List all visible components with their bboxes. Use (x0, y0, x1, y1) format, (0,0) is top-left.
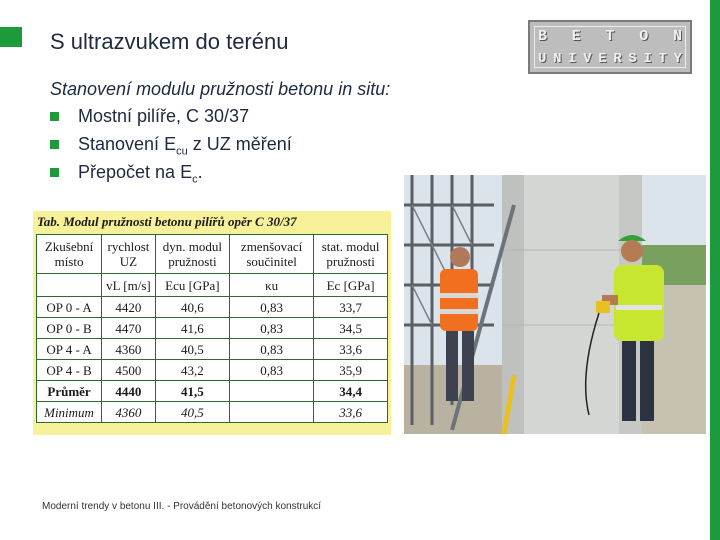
table-cell: Průměr (37, 381, 102, 402)
table-cell: 4420 (102, 297, 156, 318)
table-cell: 35,9 (314, 360, 388, 381)
site-photo (404, 175, 706, 434)
table-header-cell: zmenšovací součinitel (229, 235, 313, 274)
slide-title: S ultrazvukem do terénu (50, 29, 289, 54)
table-row (37, 360, 388, 381)
table-cell: OP 4 - A (37, 339, 102, 360)
modulus-table (36, 234, 388, 423)
table-unit-cell: κu (229, 274, 313, 297)
table-cell: 0,83 (229, 318, 313, 339)
table-unit-cell: Ec [GPa] (314, 274, 388, 297)
table-header-cell: stat. modul pružnosti (314, 235, 388, 274)
bullet-item: Přepočet na $E_c$. (50, 160, 292, 188)
table-cell: 34,5 (314, 318, 388, 339)
table-row (37, 339, 388, 360)
table-unit-cell: Ecu [GPa] (155, 274, 229, 297)
table-cell: 4470 (102, 318, 156, 339)
table-units-row (37, 274, 388, 297)
table-row (37, 318, 388, 339)
table-cell: Minimum (37, 402, 102, 423)
bullet-item: Mostní pilíře, C 30/37 (50, 104, 292, 132)
logo-letter: S (628, 51, 637, 67)
beton-university-logo (528, 20, 692, 74)
table-cell: 40,6 (155, 297, 229, 318)
logo-line-1: B E T O N (538, 28, 682, 45)
table-cell: OP 0 - B (37, 318, 102, 339)
table-row (37, 297, 388, 318)
table-cell: OP 4 - B (37, 360, 102, 381)
bullet-square-icon (50, 140, 59, 149)
table-cell: 43,2 (155, 360, 229, 381)
table-row-average (37, 381, 388, 402)
table-unit-cell: vL [m/s] (102, 274, 156, 297)
logo-letter: I (568, 51, 577, 67)
table-caption: Tab. Modul pružnosti betonu pilířů opěr C 30/37 (37, 214, 297, 229)
table-cell: 33,6 (314, 339, 388, 360)
accent-square (0, 27, 22, 47)
logo-line-2 (538, 51, 682, 67)
logo-letter: R (613, 51, 622, 67)
table-cell: 4360 (102, 339, 156, 360)
table-header-cell: dyn. modul pružnosti (155, 235, 229, 274)
logo-letter: Y (673, 51, 682, 67)
bullet-item: Stanovení $E_{cu}$ z UZ měření (50, 132, 292, 160)
logo-letter: E (598, 51, 607, 67)
table-cell (229, 402, 313, 423)
table-cell: 41,6 (155, 318, 229, 339)
table-cell: 0,83 (229, 297, 313, 318)
slide-subtitle: Stanovení modulu pružnosti betonu in situ: (50, 79, 391, 99)
table-header-cell: rychlost UZ (102, 235, 156, 274)
table-cell: 4500 (102, 360, 156, 381)
site-photo-illustration (404, 175, 706, 434)
table-cell: 40,5 (155, 339, 229, 360)
table-cell: 41,5 (155, 381, 229, 402)
table-row-minimum (37, 402, 388, 423)
table-cell (229, 381, 313, 402)
table-header-cell: Zkušební místo (37, 235, 102, 274)
table-cell: 0,83 (229, 339, 313, 360)
logo-letter: U (538, 51, 547, 67)
logo-letter: V (583, 51, 592, 67)
table-cell: 40,5 (155, 402, 229, 423)
table-cell: 33,7 (314, 297, 388, 318)
table-unit-cell (37, 274, 102, 297)
logo-letter: I (643, 51, 652, 67)
table-cell: OP 0 - A (37, 297, 102, 318)
bullet-list (50, 104, 292, 188)
table-cell: 34,4 (314, 381, 388, 402)
table-cell: 33,6 (314, 402, 388, 423)
footer-text: Moderní trendy v betonu III. - Provádění betonových konstrukcí (42, 501, 322, 512)
table-header-row (37, 235, 388, 274)
logo-letter: N (553, 51, 562, 67)
table-cell: 4360 (102, 402, 156, 423)
bullet-square-icon (50, 168, 59, 177)
modulus-table-panel (33, 211, 391, 435)
logo-letter: T (658, 51, 667, 67)
table-cell: 0,83 (229, 360, 313, 381)
table-cell: 4440 (102, 381, 156, 402)
bullet-square-icon (50, 112, 59, 121)
accent-side-bar (710, 0, 720, 540)
